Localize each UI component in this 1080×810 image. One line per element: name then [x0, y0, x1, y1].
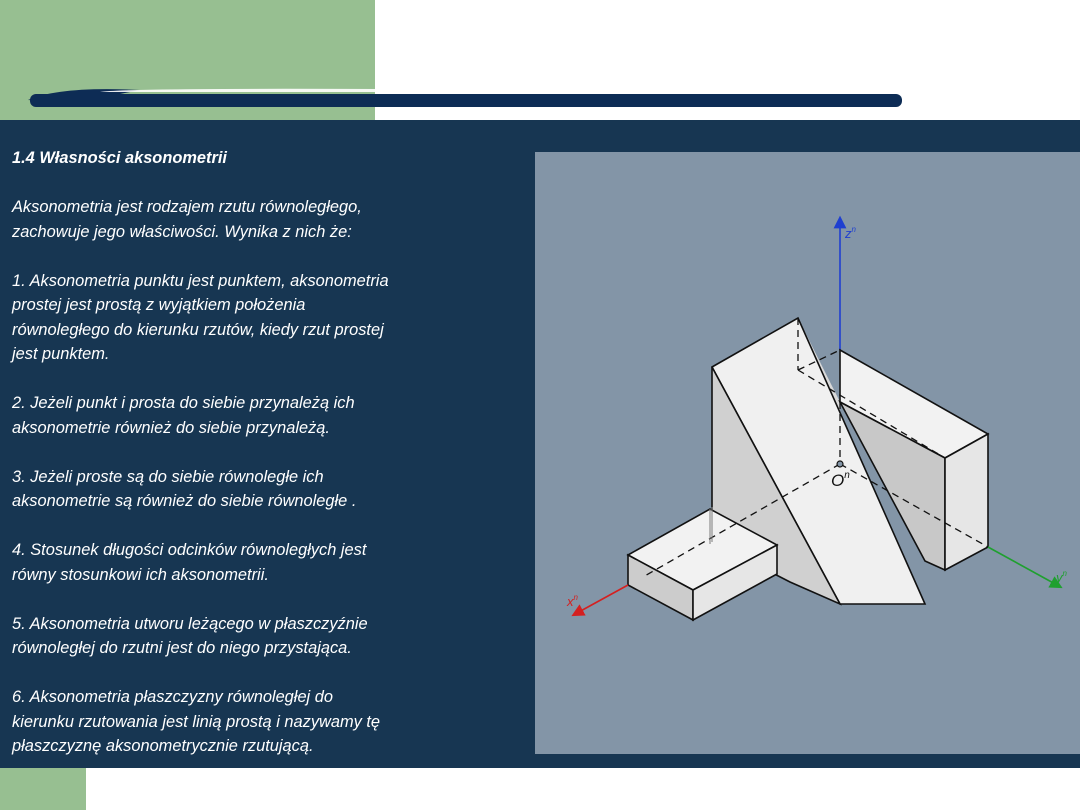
property-5: 5. Aksonometria utworu leżącego w płaszczyźnie równoległej do rzutni jest do niego przystająca.	[12, 614, 368, 657]
property-4: 4. Stosunek długości odcinków równoległych jest równy stosunkowi ich aksonometrii.	[12, 541, 367, 584]
intro-paragraph: Aksonometria jest rodzajem rzutu równoległego, zachowuje jego właściwości. Wynika z nich że:	[12, 198, 362, 241]
title-underline-bar	[0, 86, 910, 120]
axonometry-figure	[535, 152, 1080, 754]
y-axis-label: $y^n$	[1056, 569, 1067, 585]
x-axis	[577, 585, 628, 613]
property-1: 1. Aksonometria punktu jest punktem, aksonometria prostej jest prostą z wyjątkiem położenia równoległego do kierunku rzutów, kiedy rzut prostej jest punktem.	[12, 271, 389, 363]
axonometry-drawing	[535, 152, 1080, 754]
z-axis-label: $z^n$	[845, 225, 856, 241]
y-axis	[988, 547, 1057, 585]
x-axis-label: $x^n$	[567, 593, 578, 609]
slide-text	[12, 146, 512, 783]
property-6: 6. Aksonometria płaszczyzny równoległej do kierunku rzutowania jest linią prostą i nazywamy tę płaszczyznę aksonometrycznie rzutującą.	[12, 688, 381, 755]
slide-title: 1.4 Własności aksonometrii	[12, 149, 227, 167]
origin-label: $O^n$	[831, 470, 850, 490]
origin-point	[837, 461, 843, 467]
property-2: 2. Jeżeli punkt i prosta do siebie przynależą ich aksonometrie również do siebie przynależą.	[12, 394, 355, 437]
property-3: 3. Jeżeli proste są do siebie równoległe ich aksonometrie są również do siebie równoległe .	[12, 467, 357, 510]
back-block-front	[945, 434, 988, 570]
